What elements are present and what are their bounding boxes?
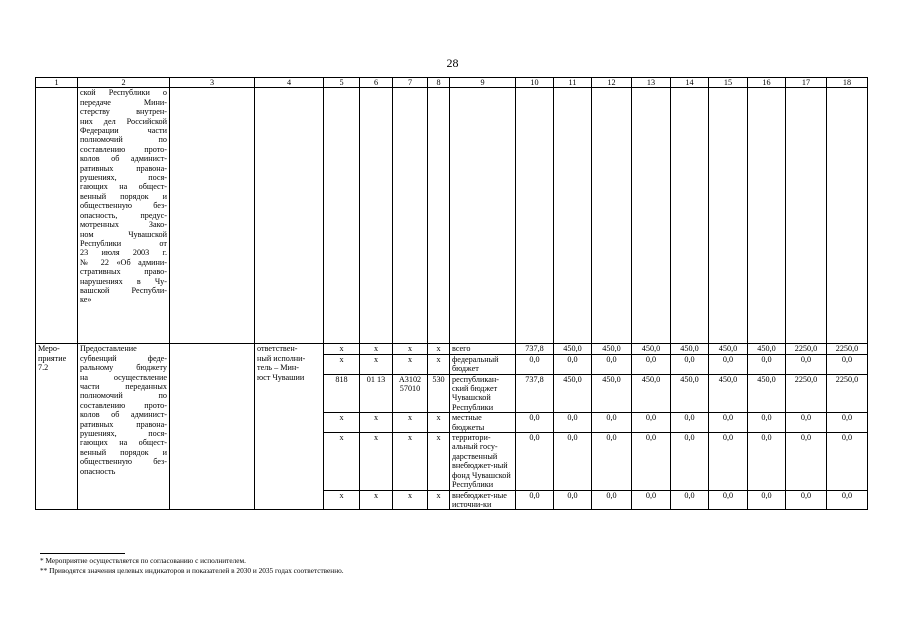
measure-name-line: полномочий по bbox=[80, 391, 167, 401]
cont-line: № 22 «Об админи- bbox=[80, 257, 167, 267]
cont-line: общественную без- bbox=[80, 201, 167, 211]
cont-line: полномочий по bbox=[80, 135, 167, 145]
value-cell: 450,0 bbox=[671, 344, 709, 354]
measure-name-line: ративных правона- bbox=[80, 419, 167, 429]
value-cell: 2250,0 bbox=[827, 344, 868, 354]
cont-line: ке» bbox=[80, 295, 92, 305]
value-cell: 0,0 bbox=[786, 354, 827, 374]
empty-col3 bbox=[170, 344, 255, 510]
code-c5: x bbox=[324, 413, 360, 433]
header-col-1: 1 bbox=[36, 78, 78, 88]
header-col-8: 8 bbox=[428, 78, 450, 88]
value-cell: 450,0 bbox=[554, 344, 592, 354]
measure-name-line: рушениях, пося- bbox=[80, 429, 167, 439]
header-col-12: 12 bbox=[592, 78, 632, 88]
cont-line: 23 июля 2003 г. bbox=[80, 248, 167, 258]
measure-name-line: субвенций феде- bbox=[80, 353, 167, 363]
code-c6: x bbox=[360, 490, 393, 510]
header-col-6: 6 bbox=[360, 78, 393, 88]
code-c7: x bbox=[393, 413, 428, 433]
measure-name-cell bbox=[78, 344, 170, 510]
value-cell: 737,8 bbox=[516, 344, 554, 354]
value-cell: 0,0 bbox=[554, 413, 592, 433]
value-cell: 0,0 bbox=[748, 413, 786, 433]
cont-line: опасность, предус- bbox=[80, 210, 167, 220]
funding-source: местные бюджеты bbox=[450, 413, 516, 433]
value-cell: 737,8 bbox=[516, 374, 554, 413]
code-c8: x bbox=[428, 490, 450, 510]
funding-source: внебюджет-ные источни-ки bbox=[450, 490, 516, 510]
value-cell: 0,0 bbox=[592, 490, 632, 510]
cont-line: стративных право- bbox=[80, 267, 167, 277]
cont-line: вашской Республи- bbox=[80, 285, 167, 295]
code-c6: 01 13 bbox=[360, 374, 393, 413]
responsible-line: ный исполни- bbox=[257, 353, 306, 363]
responsible-cell bbox=[255, 344, 324, 510]
measure-name-line: гающих на общест- bbox=[80, 438, 167, 448]
value-cell: 0,0 bbox=[827, 354, 868, 374]
value-cell: 0,0 bbox=[671, 354, 709, 374]
cont-line: ративных правона- bbox=[80, 163, 167, 173]
code-c6: x bbox=[360, 433, 393, 490]
cont-line: колов об админист- bbox=[80, 154, 167, 164]
cont-line: мотренных Зако- bbox=[80, 220, 167, 230]
footnote-rule bbox=[40, 553, 125, 554]
value-cell: 0,0 bbox=[632, 413, 671, 433]
cont-line: Республики от bbox=[80, 238, 167, 248]
value-cell: 0,0 bbox=[632, 490, 671, 510]
code-c8: x bbox=[428, 413, 450, 433]
value-cell: 450,0 bbox=[709, 344, 748, 354]
value-cell: 0,0 bbox=[827, 413, 868, 433]
code-c7: x bbox=[393, 354, 428, 374]
value-cell: 450,0 bbox=[554, 374, 592, 413]
value-cell: 450,0 bbox=[632, 344, 671, 354]
header-col-14: 14 bbox=[671, 78, 709, 88]
code-c5: 818 bbox=[324, 374, 360, 413]
value-cell: 0,0 bbox=[709, 354, 748, 374]
header-col-4: 4 bbox=[255, 78, 324, 88]
value-cell: 0,0 bbox=[516, 490, 554, 510]
measure-name-line: общественную без- bbox=[80, 457, 167, 467]
value-cell: 0,0 bbox=[592, 433, 632, 490]
code-c7: x bbox=[393, 490, 428, 510]
value-cell: 2250,0 bbox=[786, 344, 827, 354]
header-col-2: 2 bbox=[78, 78, 170, 88]
cont-line: ской Республики о bbox=[80, 88, 167, 98]
cont-line: ном Чувашской bbox=[80, 229, 167, 239]
value-cell: 0,0 bbox=[516, 413, 554, 433]
cont-text-cell bbox=[78, 88, 170, 344]
header-col-15: 15 bbox=[709, 78, 748, 88]
code-c8: x bbox=[428, 433, 450, 490]
code-c8: x bbox=[428, 344, 450, 354]
value-cell: 0,0 bbox=[748, 433, 786, 490]
header-col-16: 16 bbox=[748, 78, 786, 88]
code-c7: А3102 57010 bbox=[393, 374, 428, 413]
value-cell: 450,0 bbox=[748, 374, 786, 413]
footnote-2: ** Приводятся значения целевых индикаторов и показателей в 2030 и 2035 годах соответственно. bbox=[40, 566, 344, 575]
value-cell: 0,0 bbox=[554, 354, 592, 374]
value-cell: 0,0 bbox=[671, 490, 709, 510]
budget-table bbox=[35, 77, 868, 510]
measure-name-line: части переданных bbox=[80, 382, 167, 392]
responsible-line: тель – Мин- bbox=[257, 363, 299, 373]
cont-line: венный порядок и bbox=[80, 191, 167, 201]
cont-line: стерству внутрен- bbox=[80, 107, 167, 117]
value-cell: 0,0 bbox=[671, 433, 709, 490]
code-c8: x bbox=[428, 354, 450, 374]
funding-source: федеральный бюджет bbox=[450, 354, 516, 374]
value-cell: 0,0 bbox=[786, 490, 827, 510]
value-cell: 0,0 bbox=[748, 354, 786, 374]
value-cell: 0,0 bbox=[632, 354, 671, 374]
code-c7: x bbox=[393, 433, 428, 490]
value-cell: 2250,0 bbox=[827, 374, 868, 413]
value-cell: 450,0 bbox=[592, 374, 632, 413]
measure-label-line: Меро- bbox=[38, 344, 60, 354]
value-cell: 0,0 bbox=[748, 490, 786, 510]
footnote-1: * Мероприятие осуществляется по согласованию с исполнителем. bbox=[40, 556, 246, 565]
table-row bbox=[36, 344, 868, 354]
cont-line: них дел Российской bbox=[80, 116, 167, 126]
value-cell: 0,0 bbox=[709, 413, 748, 433]
code-c6: x bbox=[360, 344, 393, 354]
code-c5: x bbox=[324, 344, 360, 354]
header-row bbox=[36, 78, 868, 88]
header-col-5: 5 bbox=[324, 78, 360, 88]
measure-name-line: Предоставление bbox=[80, 344, 137, 354]
funding-source: территори-альный госу-дарственный внебюджет-ный фонд Чувашской Республики bbox=[450, 433, 516, 490]
value-cell: 0,0 bbox=[592, 354, 632, 374]
value-cell: 0,0 bbox=[709, 490, 748, 510]
value-cell: 2250,0 bbox=[786, 374, 827, 413]
code-c5: x bbox=[324, 490, 360, 510]
page-number: 28 bbox=[446, 56, 459, 70]
header-col-3: 3 bbox=[170, 78, 255, 88]
funding-source: республикан-ский бюджет Чувашской Республики bbox=[450, 374, 516, 413]
value-cell: 450,0 bbox=[709, 374, 748, 413]
header-col-13: 13 bbox=[632, 78, 671, 88]
value-cell: 450,0 bbox=[748, 344, 786, 354]
header-col-7: 7 bbox=[393, 78, 428, 88]
value-cell: 0,0 bbox=[786, 413, 827, 433]
measure-name-line: на осуществление bbox=[80, 372, 167, 382]
cont-line: нарушениях в Чу- bbox=[80, 276, 167, 286]
value-cell: 0,0 bbox=[671, 413, 709, 433]
value-cell: 450,0 bbox=[671, 374, 709, 413]
continuation-row bbox=[36, 88, 868, 344]
code-c6: x bbox=[360, 413, 393, 433]
value-cell: 450,0 bbox=[632, 374, 671, 413]
measure-name-line: колов об админист- bbox=[80, 410, 167, 420]
code-c5: x bbox=[324, 433, 360, 490]
value-cell: 0,0 bbox=[516, 433, 554, 490]
cont-line: рушениях, пося- bbox=[80, 173, 167, 183]
value-cell: 0,0 bbox=[554, 490, 592, 510]
value-cell: 0,0 bbox=[632, 433, 671, 490]
measure-name-line: составлению прото- bbox=[80, 400, 167, 410]
value-cell: 0,0 bbox=[827, 433, 868, 490]
value-cell: 0,0 bbox=[592, 413, 632, 433]
cont-line: Федерации части bbox=[80, 126, 167, 136]
funding-source: всего bbox=[450, 344, 516, 354]
measure-name-line: опасность bbox=[80, 466, 116, 476]
measure-label-line: приятие 7.2 bbox=[38, 353, 67, 373]
header-col-11: 11 bbox=[554, 78, 592, 88]
cont-col1 bbox=[36, 88, 78, 344]
header-col-17: 17 bbox=[786, 78, 827, 88]
value-cell: 0,0 bbox=[516, 354, 554, 374]
responsible-line: юст Чувашии bbox=[257, 372, 305, 382]
responsible-line: ответствен- bbox=[257, 344, 298, 354]
measure-label-cell bbox=[36, 344, 78, 510]
value-cell: 0,0 bbox=[786, 433, 827, 490]
measure-name-line: венный порядок и bbox=[80, 447, 167, 457]
measure-name-line: ральному бюджету bbox=[80, 363, 167, 373]
header-col-10: 10 bbox=[516, 78, 554, 88]
code-c8: 530 bbox=[428, 374, 450, 413]
code-c5: x bbox=[324, 354, 360, 374]
code-c7: x bbox=[393, 344, 428, 354]
value-cell: 0,0 bbox=[554, 433, 592, 490]
cont-line: гающих на общест- bbox=[80, 182, 167, 192]
header-col-9: 9 bbox=[450, 78, 516, 88]
value-cell: 0,0 bbox=[827, 490, 868, 510]
value-cell: 450,0 bbox=[592, 344, 632, 354]
value-cell: 0,0 bbox=[709, 433, 748, 490]
code-c6: x bbox=[360, 354, 393, 374]
cont-line: передаче Мини- bbox=[80, 97, 167, 107]
header-col-18: 18 bbox=[827, 78, 868, 88]
cont-line: составлению прото- bbox=[80, 144, 167, 154]
